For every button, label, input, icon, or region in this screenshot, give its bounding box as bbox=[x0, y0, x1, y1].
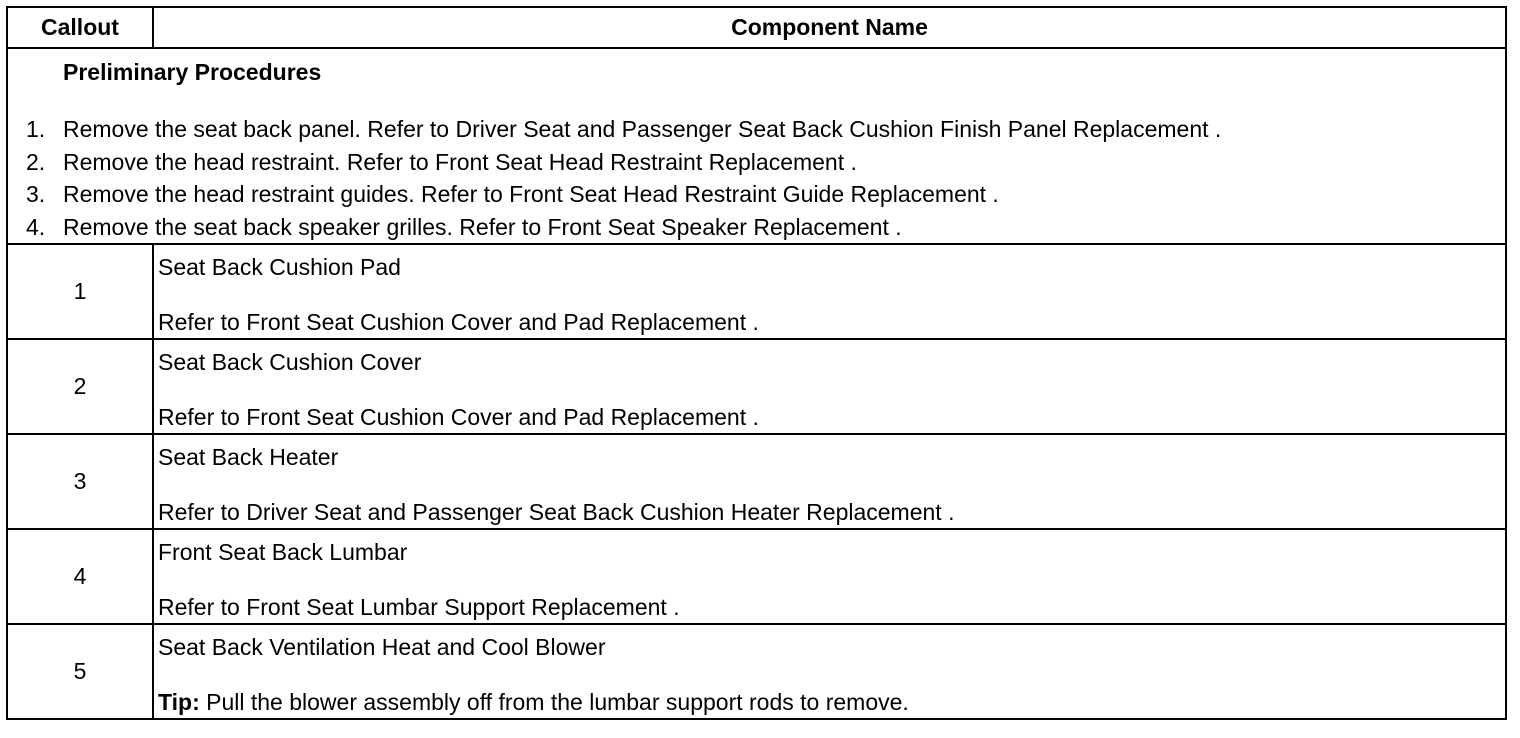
component-name: Seat Back Cushion Pad bbox=[158, 254, 401, 280]
tip-label: Tip: bbox=[158, 689, 200, 715]
component-reference: Refer to Front Seat Lumbar Support Replacement . bbox=[158, 594, 680, 620]
callout-number: 3 bbox=[7, 434, 153, 529]
component-cell bbox=[153, 434, 1506, 529]
component-name: Seat Back Cushion Cover bbox=[158, 349, 422, 375]
header-row bbox=[7, 7, 1506, 48]
component-cell bbox=[153, 624, 1506, 719]
callout-number: 5 bbox=[7, 624, 153, 719]
step-text: Remove the seat back panel. Refer to Driver Seat and Passenger Seat Back Cushion Finish Panel Replacement . bbox=[63, 116, 1222, 142]
preliminary-heading: Preliminary Procedures bbox=[63, 59, 322, 85]
preliminary-steps-list bbox=[8, 113, 1505, 243]
component-reference: Refer to Front Seat Cushion Cover and Pad Replacement . bbox=[158, 309, 759, 335]
component-name: Front Seat Back Lumbar bbox=[158, 539, 408, 565]
step-number: 2. bbox=[26, 148, 46, 175]
preliminary-row bbox=[7, 48, 1506, 244]
preliminary-step bbox=[8, 113, 1505, 146]
component-name: Seat Back Heater bbox=[158, 444, 339, 470]
table-row bbox=[7, 339, 1506, 434]
step-number: 4. bbox=[26, 213, 46, 240]
callout-number: 1 bbox=[7, 244, 153, 339]
component-name: Seat Back Ventilation Heat and Cool Blower bbox=[158, 634, 606, 660]
table-row bbox=[7, 529, 1506, 624]
component-cell bbox=[153, 339, 1506, 434]
step-number: 3. bbox=[26, 181, 46, 207]
table-row bbox=[7, 624, 1506, 719]
callout-number: 4 bbox=[7, 529, 153, 624]
component-cell bbox=[153, 529, 1506, 624]
callout-number: 2 bbox=[7, 339, 153, 434]
component-tip bbox=[158, 688, 1505, 716]
component-reference: Refer to Front Seat Cushion Cover and Pad Replacement . bbox=[158, 404, 759, 430]
component-cell bbox=[153, 244, 1506, 339]
step-text: Remove the head restraint. Refer to Front Seat Head Restraint Replacement . bbox=[63, 148, 857, 175]
preliminary-step bbox=[8, 211, 1505, 244]
preliminary-cell bbox=[7, 48, 1506, 244]
table-row bbox=[7, 434, 1506, 529]
step-text: Remove the head restraint guides. Refer to Front Seat Head Restraint Guide Replacement . bbox=[63, 181, 999, 207]
step-number: 1. bbox=[26, 116, 46, 142]
tip-text: Pull the blower assembly off from the lumbar support rods to remove. bbox=[199, 689, 909, 715]
preliminary-step bbox=[8, 178, 1505, 211]
component-reference: Refer to Driver Seat and Passenger Seat Back Cushion Heater Replacement . bbox=[158, 499, 955, 525]
component-table bbox=[6, 6, 1507, 720]
callout-header: Callout bbox=[7, 7, 153, 48]
step-text: Remove the seat back speaker grilles. Refer to Front Seat Speaker Replacement . bbox=[63, 213, 902, 240]
component-name-header: Component Name bbox=[153, 7, 1506, 48]
preliminary-step bbox=[8, 146, 1505, 179]
table-row bbox=[7, 244, 1506, 339]
